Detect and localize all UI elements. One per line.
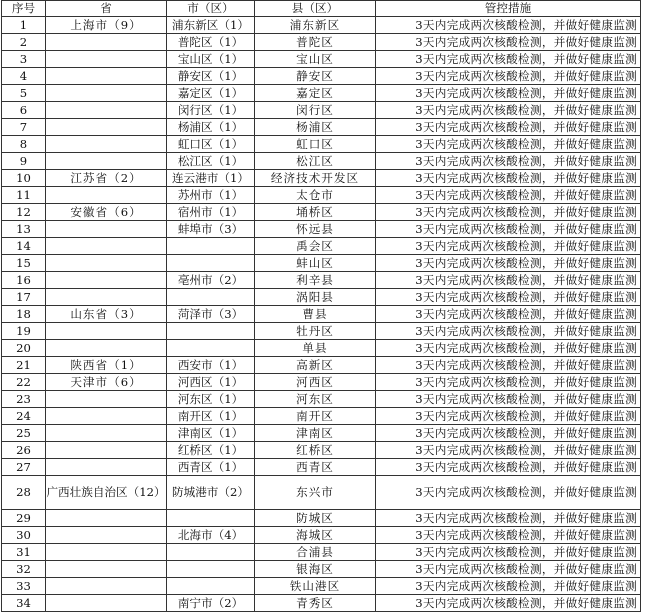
- county-cell: 怀远县: [255, 221, 376, 238]
- measure-cell: 3天内完成两次核酸检测，并做好健康监测: [376, 68, 641, 85]
- city-cell: 苏州市（1）: [167, 187, 255, 204]
- county-cell: 杨浦区: [255, 119, 376, 136]
- table-row: [2, 323, 641, 340]
- measure-cell: 3天内完成两次核酸检测，并做好健康监测: [376, 527, 641, 544]
- county-cell: 普陀区: [255, 34, 376, 51]
- table-row: [2, 51, 641, 68]
- serial-number-cell: 26: [2, 442, 46, 459]
- city-cell: 南开区（1）: [167, 408, 255, 425]
- measure-cell: 3天内完成两次核酸检测，并做好健康监测: [376, 374, 641, 391]
- city-cell: 亳州市（2）: [167, 272, 255, 289]
- city-cell: [167, 255, 255, 272]
- measure-cell: 3天内完成两次核酸检测，并做好健康监测: [376, 578, 641, 595]
- province-cell: [46, 408, 167, 425]
- province-cell: [46, 510, 167, 527]
- province-cell: [46, 391, 167, 408]
- measure-cell: 3天内完成两次核酸检测，并做好健康监测: [376, 34, 641, 51]
- table-row: [2, 578, 641, 595]
- province-cell: [46, 238, 167, 255]
- city-cell: 静安区（1）: [167, 68, 255, 85]
- table-row: [2, 459, 641, 476]
- table-row: [2, 374, 641, 391]
- serial-number-cell: 1: [2, 17, 46, 34]
- table-row: [2, 595, 641, 612]
- province-cell: [46, 561, 167, 578]
- city-cell: 红桥区（1）: [167, 442, 255, 459]
- serial-number-cell: 10: [2, 170, 46, 187]
- table-row: [2, 17, 641, 34]
- city-cell: 连云港市（1）: [167, 170, 255, 187]
- control-measures-table: [1, 0, 641, 612]
- province-cell: 陕西省（1）: [46, 357, 167, 374]
- serial-number-cell: 27: [2, 459, 46, 476]
- province-cell: [46, 119, 167, 136]
- serial-number-cell: 6: [2, 102, 46, 119]
- measure-cell: 3天内完成两次核酸检测，并做好健康监测: [376, 323, 641, 340]
- serial-number-cell: 22: [2, 374, 46, 391]
- serial-number-cell: 21: [2, 357, 46, 374]
- county-cell: 河西区: [255, 374, 376, 391]
- county-cell: 牡丹区: [255, 323, 376, 340]
- county-cell: 浦东新区: [255, 17, 376, 34]
- serial-number-cell: 8: [2, 136, 46, 153]
- city-cell: 宿州市（1）: [167, 204, 255, 221]
- measure-cell: 3天内完成两次核酸检测，并做好健康监测: [376, 340, 641, 357]
- table-row: [2, 510, 641, 527]
- table-row: [2, 170, 641, 187]
- serial-number-cell: 23: [2, 391, 46, 408]
- province-cell: [46, 340, 167, 357]
- province-cell: [46, 34, 167, 51]
- measure-cell: 3天内完成两次核酸检测，并做好健康监测: [376, 136, 641, 153]
- serial-number-cell: 14: [2, 238, 46, 255]
- city-cell: 虹口区（1）: [167, 136, 255, 153]
- table-body: [2, 17, 641, 612]
- city-cell: 北海市（4）: [167, 527, 255, 544]
- table-row: [2, 34, 641, 51]
- table-row: [2, 527, 641, 544]
- serial-number-cell: 20: [2, 340, 46, 357]
- measure-cell: 3天内完成两次核酸检测，并做好健康监测: [376, 85, 641, 102]
- county-cell: 铁山港区: [255, 578, 376, 595]
- table-row: [2, 119, 641, 136]
- measure-cell: 3天内完成两次核酸检测，并做好健康监测: [376, 272, 641, 289]
- province-cell: [46, 442, 167, 459]
- city-cell: 闵行区（1）: [167, 102, 255, 119]
- measure-cell: 3天内完成两次核酸检测，并做好健康监测: [376, 187, 641, 204]
- header-city: 市（区）: [167, 1, 255, 17]
- county-cell: 银海区: [255, 561, 376, 578]
- county-cell: 利辛县: [255, 272, 376, 289]
- serial-number-cell: 16: [2, 272, 46, 289]
- header-province: 省: [46, 1, 167, 17]
- serial-number-cell: 29: [2, 510, 46, 527]
- province-cell: 天津市（6）: [46, 374, 167, 391]
- city-cell: 南宁市（2）: [167, 595, 255, 612]
- table-row: [2, 544, 641, 561]
- county-cell: 红桥区: [255, 442, 376, 459]
- province-cell: 江苏省（2）: [46, 170, 167, 187]
- serial-number-cell: 13: [2, 221, 46, 238]
- measure-cell: 3天内完成两次核酸检测，并做好健康监测: [376, 510, 641, 527]
- county-cell: 闵行区: [255, 102, 376, 119]
- table-row: [2, 425, 641, 442]
- county-cell: 津南区: [255, 425, 376, 442]
- measure-cell: 3天内完成两次核酸检测，并做好健康监测: [376, 204, 641, 221]
- measure-cell: 3天内完成两次核酸检测，并做好健康监测: [376, 561, 641, 578]
- county-cell: 高新区: [255, 357, 376, 374]
- province-cell: [46, 85, 167, 102]
- city-cell: [167, 510, 255, 527]
- province-cell: [46, 136, 167, 153]
- table-row: [2, 340, 641, 357]
- province-cell: [46, 289, 167, 306]
- measure-cell: 3天内完成两次核酸检测，并做好健康监测: [376, 357, 641, 374]
- serial-number-cell: 7: [2, 119, 46, 136]
- city-cell: 蚌埠市（3）: [167, 221, 255, 238]
- county-cell: 青秀区: [255, 595, 376, 612]
- county-cell: 东兴市: [255, 476, 376, 510]
- table-row: [2, 187, 641, 204]
- serial-number-cell: 11: [2, 187, 46, 204]
- serial-number-cell: 15: [2, 255, 46, 272]
- table-row: [2, 306, 641, 323]
- province-cell: [46, 425, 167, 442]
- province-cell: 广西壮族自治区（12）: [46, 476, 167, 510]
- province-cell: 山东省（3）: [46, 306, 167, 323]
- province-cell: [46, 323, 167, 340]
- city-cell: 西青区（1）: [167, 459, 255, 476]
- measure-cell: 3天内完成两次核酸检测，并做好健康监测: [376, 442, 641, 459]
- province-cell: [46, 578, 167, 595]
- city-cell: 嘉定区（1）: [167, 85, 255, 102]
- province-cell: [46, 221, 167, 238]
- measure-cell: 3天内完成两次核酸检测，并做好健康监测: [376, 255, 641, 272]
- measure-cell: 3天内完成两次核酸检测，并做好健康监测: [376, 17, 641, 34]
- header-row: [2, 1, 641, 17]
- county-cell: 嘉定区: [255, 85, 376, 102]
- table-row: [2, 561, 641, 578]
- province-cell: [46, 544, 167, 561]
- city-cell: [167, 340, 255, 357]
- county-cell: 海城区: [255, 527, 376, 544]
- city-cell: [167, 561, 255, 578]
- city-cell: 宝山区（1）: [167, 51, 255, 68]
- county-cell: 经济技术开发区: [255, 170, 376, 187]
- serial-number-cell: 24: [2, 408, 46, 425]
- province-cell: [46, 272, 167, 289]
- county-cell: 西青区: [255, 459, 376, 476]
- county-cell: 禹会区: [255, 238, 376, 255]
- county-cell: 防城区: [255, 510, 376, 527]
- city-cell: 菏泽市（3）: [167, 306, 255, 323]
- province-cell: [46, 51, 167, 68]
- table-row: [2, 476, 641, 510]
- city-cell: 杨浦区（1）: [167, 119, 255, 136]
- province-cell: 上海市（9）: [46, 17, 167, 34]
- measure-cell: 3天内完成两次核酸检测，并做好健康监测: [376, 153, 641, 170]
- province-cell: [46, 102, 167, 119]
- table-row: [2, 136, 641, 153]
- table-row: [2, 153, 641, 170]
- serial-number-cell: 33: [2, 578, 46, 595]
- serial-number-cell: 5: [2, 85, 46, 102]
- city-cell: [167, 289, 255, 306]
- table-row: [2, 408, 641, 425]
- county-cell: 蚌山区: [255, 255, 376, 272]
- province-cell: [46, 595, 167, 612]
- serial-number-cell: 2: [2, 34, 46, 51]
- province-cell: 安徽省（6）: [46, 204, 167, 221]
- county-cell: 单县: [255, 340, 376, 357]
- table-row: [2, 272, 641, 289]
- measure-cell: 3天内完成两次核酸检测，并做好健康监测: [376, 391, 641, 408]
- county-cell: 涡阳县: [255, 289, 376, 306]
- measure-cell: 3天内完成两次核酸检测，并做好健康监测: [376, 51, 641, 68]
- county-cell: 河东区: [255, 391, 376, 408]
- serial-number-cell: 4: [2, 68, 46, 85]
- city-cell: 防城港市（2）: [167, 476, 255, 510]
- table-row: [2, 204, 641, 221]
- measure-cell: 3天内完成两次核酸检测，并做好健康监测: [376, 544, 641, 561]
- measure-cell: 3天内完成两次核酸检测，并做好健康监测: [376, 170, 641, 187]
- county-cell: 静安区: [255, 68, 376, 85]
- serial-number-cell: 12: [2, 204, 46, 221]
- measure-cell: 3天内完成两次核酸检测，并做好健康监测: [376, 476, 641, 510]
- table-row: [2, 442, 641, 459]
- serial-number-cell: 3: [2, 51, 46, 68]
- city-cell: 津南区（1）: [167, 425, 255, 442]
- header-county: 县（区）: [255, 1, 376, 17]
- serial-number-cell: 9: [2, 153, 46, 170]
- serial-number-cell: 19: [2, 323, 46, 340]
- measure-cell: 3天内完成两次核酸检测，并做好健康监测: [376, 306, 641, 323]
- city-cell: 河东区（1）: [167, 391, 255, 408]
- city-cell: 西安市（1）: [167, 357, 255, 374]
- province-cell: [46, 187, 167, 204]
- measure-cell: 3天内完成两次核酸检测，并做好健康监测: [376, 595, 641, 612]
- measure-cell: 3天内完成两次核酸检测，并做好健康监测: [376, 459, 641, 476]
- city-cell: 松江区（1）: [167, 153, 255, 170]
- table-row: [2, 391, 641, 408]
- measure-cell: 3天内完成两次核酸检测，并做好健康监测: [376, 119, 641, 136]
- county-cell: 合浦县: [255, 544, 376, 561]
- serial-number-cell: 25: [2, 425, 46, 442]
- county-cell: 埇桥区: [255, 204, 376, 221]
- city-cell: [167, 238, 255, 255]
- table-row: [2, 289, 641, 306]
- header-serial-number: 序号: [2, 1, 46, 17]
- city-cell: [167, 578, 255, 595]
- measure-cell: 3天内完成两次核酸检测，并做好健康监测: [376, 102, 641, 119]
- serial-number-cell: 32: [2, 561, 46, 578]
- serial-number-cell: 18: [2, 306, 46, 323]
- table-row: [2, 357, 641, 374]
- province-cell: [46, 153, 167, 170]
- city-cell: [167, 323, 255, 340]
- county-cell: 太仓市: [255, 187, 376, 204]
- county-cell: 松江区: [255, 153, 376, 170]
- province-cell: [46, 459, 167, 476]
- province-cell: [46, 255, 167, 272]
- table-row: [2, 238, 641, 255]
- city-cell: 河西区（1）: [167, 374, 255, 391]
- measure-cell: 3天内完成两次核酸检测，并做好健康监测: [376, 408, 641, 425]
- measure-cell: 3天内完成两次核酸检测，并做好健康监测: [376, 425, 641, 442]
- county-cell: 曹县: [255, 306, 376, 323]
- county-cell: 宝山区: [255, 51, 376, 68]
- county-cell: 虹口区: [255, 136, 376, 153]
- table-row: [2, 221, 641, 238]
- serial-number-cell: 28: [2, 476, 46, 510]
- city-cell: 浦东新区（1）: [167, 17, 255, 34]
- city-cell: 普陀区（1）: [167, 34, 255, 51]
- serial-number-cell: 17: [2, 289, 46, 306]
- city-cell: [167, 544, 255, 561]
- measure-cell: 3天内完成两次核酸检测，并做好健康监测: [376, 289, 641, 306]
- county-cell: 南开区: [255, 408, 376, 425]
- province-cell: [46, 527, 167, 544]
- table-row: [2, 255, 641, 272]
- serial-number-cell: 34: [2, 595, 46, 612]
- serial-number-cell: 30: [2, 527, 46, 544]
- serial-number-cell: 31: [2, 544, 46, 561]
- header-measure: 管控措施: [376, 1, 641, 17]
- table-row: [2, 68, 641, 85]
- measure-cell: 3天内完成两次核酸检测，并做好健康监测: [376, 221, 641, 238]
- measure-cell: 3天内完成两次核酸检测，并做好健康监测: [376, 238, 641, 255]
- province-cell: [46, 68, 167, 85]
- table-row: [2, 85, 641, 102]
- table-row: [2, 102, 641, 119]
